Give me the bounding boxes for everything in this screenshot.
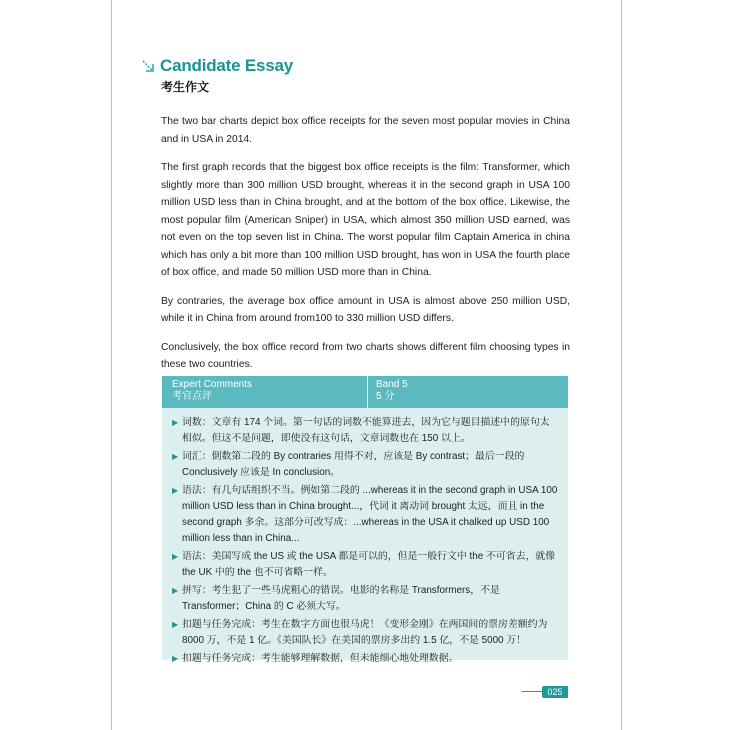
comment-item: ▶ 词汇：倒数第二段的 By contraries 用得不对，应该是 By contrast；最后一段的 Conclusively 应该是 In conclusion。 bbox=[172, 451, 525, 478]
bullet-icon: ▶ bbox=[172, 654, 179, 663]
essay-body bbox=[161, 113, 570, 385]
corner-arrow-icon bbox=[140, 58, 156, 74]
expert-comments-box bbox=[162, 376, 568, 664]
essay-paragraph: The first graph records that the biggest box office receipts is the film: Transformer, which slightly more than 300 million USD brought, whereas it in the second graph in USA 100 million USD less than in China brought, and at the bottom of the box office. Likewise, the most popular film (American Sniper) in USA, which almost 350 million USD earned, was not even on the top seven list in China. The worst popular film Captain America in china which has only a bit more than 100 million USD brought, has won in USA the fourth place of box office, and made 50 million USD more than in China. bbox=[161, 162, 570, 278]
comments-header-right bbox=[367, 376, 568, 408]
bullet-icon: ▶ bbox=[172, 586, 179, 595]
page-number: 025 bbox=[542, 686, 568, 698]
section-heading bbox=[140, 56, 293, 76]
essay-paragraph: Conclusively, the box office record from two charts shows different film choosing types in these two countries. bbox=[161, 341, 570, 370]
bullet-icon: ▶ bbox=[172, 452, 179, 461]
expert-comments-label: Expert Comments bbox=[172, 379, 253, 390]
band-score-label-cn: 5 分 bbox=[376, 391, 395, 402]
section-subtitle: 考生作文 bbox=[161, 80, 210, 94]
comments-header-left bbox=[162, 376, 367, 408]
comment-item: ▶ 扣题与任务完成：考生在数字方面也很马虎！《变形金刚》在两国间的票房差额约为 8000 万，不是 1 亿。《美国队长》在美国的票房多出约 1.5 亿，不是 5000 万！ bbox=[172, 619, 548, 646]
expert-comments-label-cn: 考官点评 bbox=[172, 391, 212, 402]
comments-list bbox=[162, 408, 568, 667]
comments-header bbox=[162, 376, 568, 408]
comment-item: ▶ 语法：有几句话组织不当。例如第二段的 ...whereas it in the second graph in USA 100 million USD less than in China brought...，代词 it 离动词 brought 太远，而且 in the second graph 多余。这部分可改写成：...whereas in the USA it chalked up USD 100 million less than in China... bbox=[172, 485, 558, 544]
comment-item: ▶ 扣题与任务完成：考生能够理解数据，但未能细心地处理数据。 bbox=[172, 651, 558, 667]
bullet-icon: ▶ bbox=[172, 552, 179, 561]
bullet-icon: ▶ bbox=[172, 486, 179, 495]
essay-paragraph: The two bar charts depict box office receipts for the seven most popular movies in China and in USA in 2014. bbox=[161, 116, 570, 145]
band-score-label: Band 5 bbox=[376, 379, 408, 390]
essay-paragraph: By contraries, the average box office amount in USA is almost above 250 million USD, while it in China from around from100 to 330 million USD differs. bbox=[161, 295, 570, 324]
comment-item: ▶ 语法：美国写成 the US 或 the USA 都是可以的，但是一般行文中 the 不可省去，就像 the UK 中的 the 也不可省略一样。 bbox=[172, 551, 556, 578]
comment-item: ▶ 词数：文章有 174 个词。第一句话的词数不能算进去，因为它与题目描述中的原句太相似。但这不是问题，即使没有这句话，文章词数也在 150 以上。 bbox=[172, 417, 550, 444]
section-title: Candidate Essay bbox=[160, 56, 294, 75]
bullet-icon: ▶ bbox=[172, 418, 179, 427]
bullet-icon: ▶ bbox=[172, 620, 179, 629]
page-number-rule bbox=[522, 691, 542, 692]
comment-item: ▶ 拼写：考生犯了一些马虎粗心的错误。电影的名称是 Transformers，不是 Transformer；China 的 C 必须大写。 bbox=[172, 585, 500, 612]
